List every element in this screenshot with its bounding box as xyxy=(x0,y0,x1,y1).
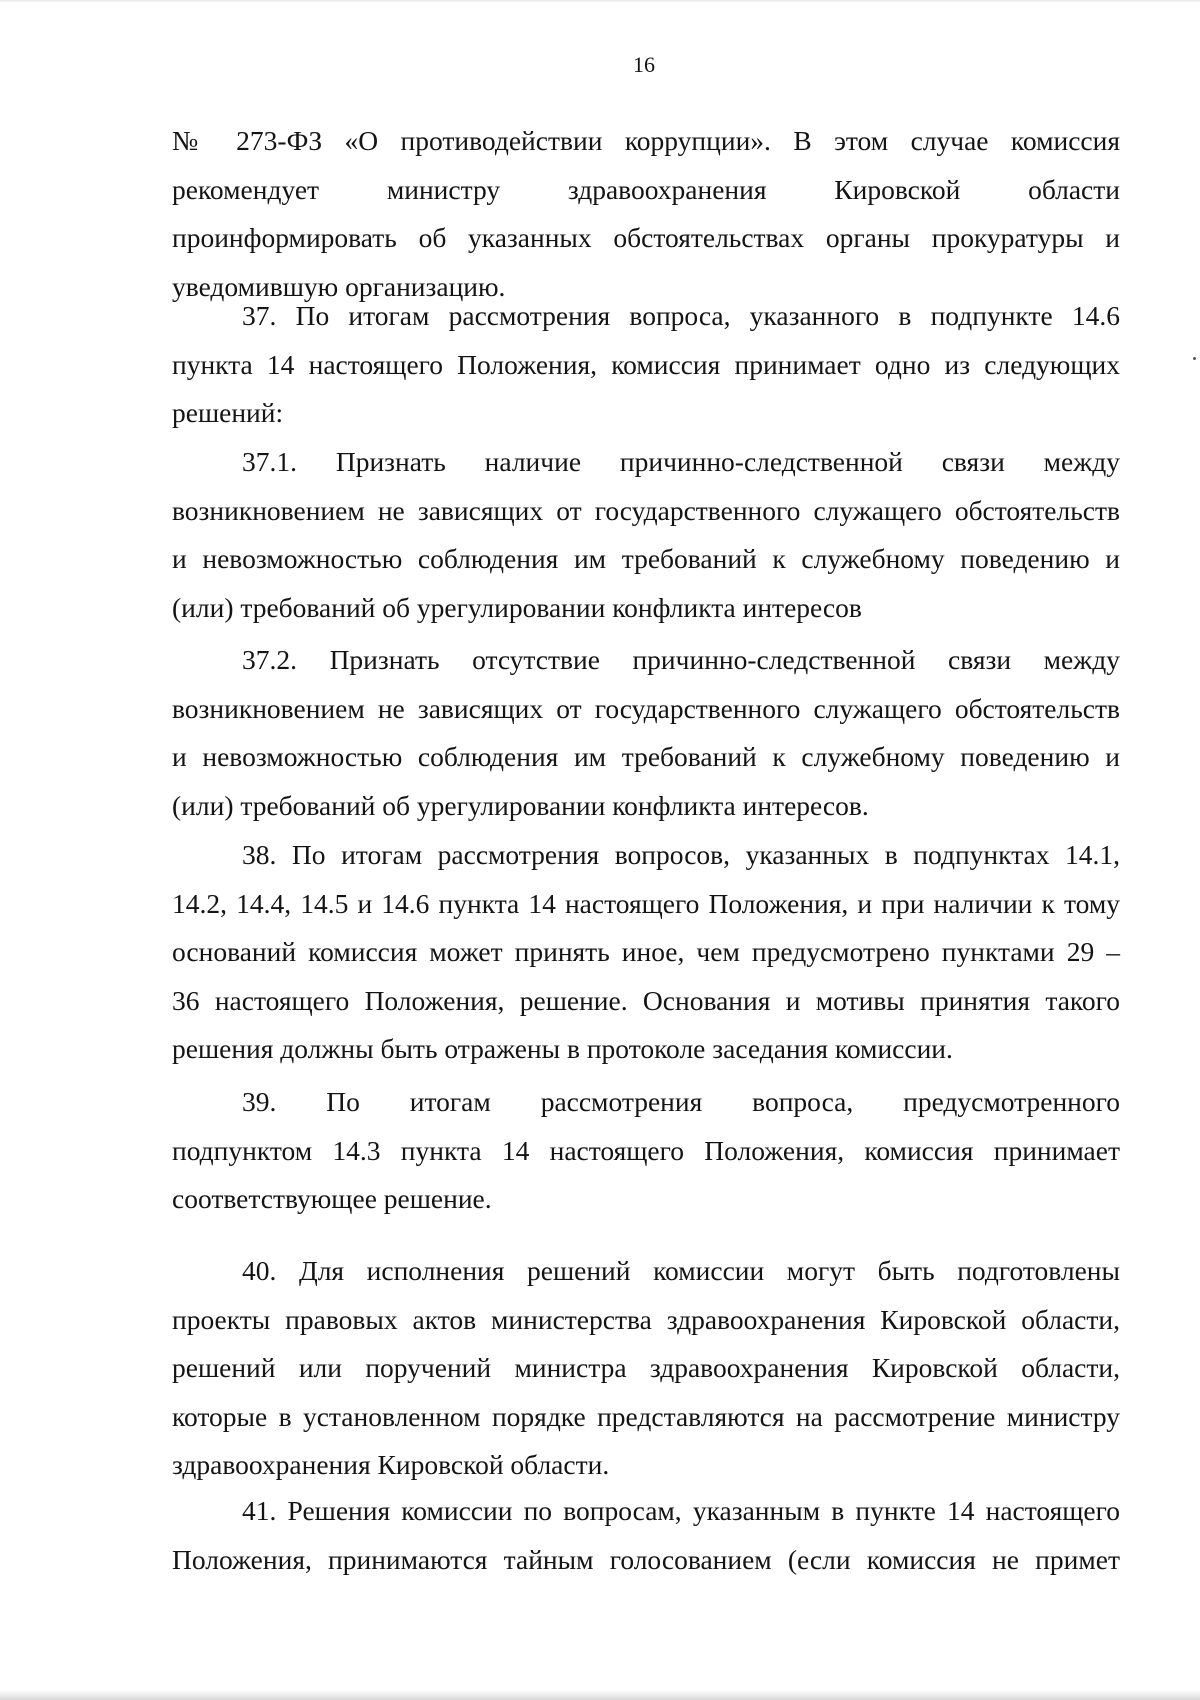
text-line: решений: xyxy=(172,397,284,428)
paragraph-continuation xyxy=(172,117,1120,311)
text-line: 36 настоящего Положения, решение. Основания и мотивы принятия такого xyxy=(172,984,1120,1016)
paragraph-37 xyxy=(172,292,1120,438)
text-line: здравоохранения Кировской области. xyxy=(172,1449,610,1480)
text-line: рекомендует министру здравоохранения Кировской области xyxy=(172,173,1120,205)
text-line: 38. По итогам рассмотрения вопросов, указанных в подпунктах 14.1, xyxy=(242,839,1120,870)
text-line: (или) требований об урегулировании конфликта интересов xyxy=(172,591,862,623)
text-line: Положения, принимаются тайным голосованием (если комиссия не примет xyxy=(172,1543,1120,1575)
text-line: 37. По итогам рассмотрения вопроса, указанного в подпункте 14.6 xyxy=(242,300,1120,331)
text-line: 14.2, 14.4, 14.5 и 14.6 пункта 14 настоящего Положения, и при наличии к тому xyxy=(172,887,1120,919)
text-line: 37.1. Признать наличие причинно-следственной связи между xyxy=(242,446,1120,477)
text-line: проекты правовых актов министерства здравоохранения Кировской области, xyxy=(172,1303,1120,1335)
paragraph-38 xyxy=(172,831,1120,1074)
text-line: № 273-ФЗ «О противодействии коррупции». В этом случае комиссия xyxy=(172,125,1120,156)
text-line: возникновением не зависящих от государственного служащего обстоятельств xyxy=(172,494,1120,526)
scan-top-edge xyxy=(0,0,1200,3)
paragraph-41 xyxy=(172,1487,1120,1584)
text-line: и невозможностью соблюдения им требований к служебному поведению и xyxy=(172,741,1120,772)
text-line: 37.2. Признать отсутствие причинно-следственной связи между xyxy=(242,644,1120,675)
text-line: и невозможностью соблюдения им требований к служебному поведению и xyxy=(172,543,1120,574)
text-line: решений или поручений министра здравоохранения Кировской области, xyxy=(172,1352,1120,1383)
text-line: пункта 14 настоящего Положения, комиссия принимает одно из следующих xyxy=(172,348,1120,380)
scan-speck xyxy=(1193,357,1196,360)
text-line: проинформировать об указанных обстоятельствах органы прокуратуры и xyxy=(172,222,1120,253)
text-line: уведомившую организацию. xyxy=(172,270,506,302)
paragraph-37-1 xyxy=(172,438,1120,632)
text-line: (или) требований об урегулировании конфликта интересов. xyxy=(172,789,869,821)
text-line: возникновением не зависящих от государственного служащего обстоятельств xyxy=(172,692,1120,724)
text-line: решения должны быть отражены в протоколе заседания комиссии. xyxy=(172,1033,953,1064)
paragraph-37-2 xyxy=(172,636,1120,830)
text-line: подпунктом 14.3 пункта 14 настоящего Положения, комиссия принимает xyxy=(172,1134,1120,1166)
text-line: 41. Решения комиссии по вопросам, указанным в пункте 14 настоящего xyxy=(242,1495,1120,1526)
paragraph-39 xyxy=(172,1078,1120,1224)
page-number: 16 xyxy=(633,52,655,77)
text-line: оснований комиссия может принять иное, чем предусмотрено пунктами 29 – xyxy=(172,936,1120,967)
text-line: которые в установленном порядке представляются на рассмотрение министру xyxy=(172,1400,1120,1432)
text-line: 39. По итогам рассмотрения вопроса, предусмотренного xyxy=(242,1086,1120,1117)
paragraph-40 xyxy=(172,1247,1120,1490)
scan-bottom-edge xyxy=(0,1690,1200,1700)
text-line: 40. Для исполнения решений комиссии могут быть подготовлены xyxy=(242,1255,1120,1286)
text-line: соответствующее решение. xyxy=(172,1183,492,1214)
